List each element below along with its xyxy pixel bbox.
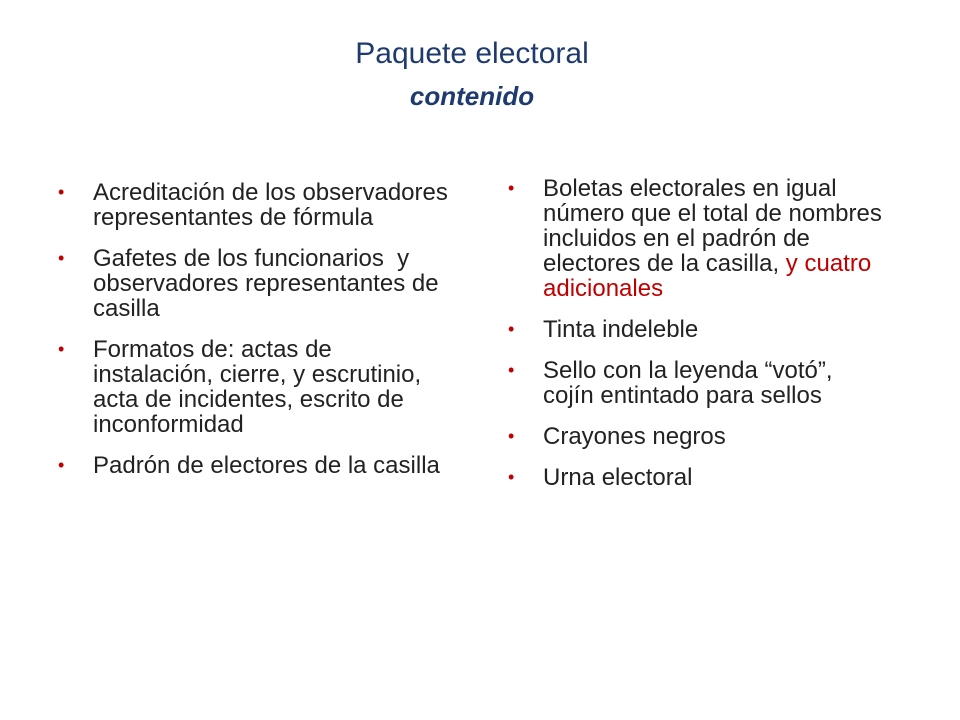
bullet-icon: • xyxy=(58,455,65,475)
bullet-icon: • xyxy=(508,426,515,446)
list-item-formatos xyxy=(58,337,448,437)
list-item-urna xyxy=(508,465,888,490)
list-item-text: Boletas electorales en igual número que el total de nombres incluidos en el padrón de electores de la casilla, xyxy=(543,175,882,277)
slide-subtitle: contenido xyxy=(409,81,535,111)
list-item-text: Urna electoral xyxy=(543,464,693,491)
bullet-icon: • xyxy=(508,319,515,339)
list-item-text: Crayones negros xyxy=(543,423,726,450)
list-item-sello xyxy=(508,358,888,408)
slide-title: Paquete electoral xyxy=(355,37,589,70)
bullet-icon: • xyxy=(58,248,65,268)
left-bullet-list xyxy=(58,180,448,494)
bullet-icon: • xyxy=(508,467,515,487)
list-item-text: Tinta indeleble xyxy=(543,316,699,343)
list-item-tinta xyxy=(508,317,888,342)
bullet-icon: • xyxy=(508,178,515,198)
list-item-text: Formatos de: actas de instalación, cierre, y escrutinio, acta de incidentes, escrito de inconformidad xyxy=(93,336,422,438)
bullet-icon: • xyxy=(508,360,515,380)
list-item-accent-text: y cuatro adicionales xyxy=(543,250,872,302)
bullet-icon: • xyxy=(58,182,65,202)
list-item-gafetes xyxy=(58,246,448,321)
list-item-text: Sello con la leyenda “votó”, cojín entintado para sellos xyxy=(543,357,833,409)
list-item-boletas xyxy=(508,176,888,301)
list-item-text: Padrón de electores de la casilla xyxy=(93,452,440,479)
list-item-padron xyxy=(58,453,448,478)
list-item-crayones xyxy=(508,424,888,449)
list-item-acreditacion xyxy=(58,180,448,230)
right-bullet-list xyxy=(508,176,888,506)
list-item-text: Acreditación de los observadores representantes de fórmula xyxy=(93,179,448,231)
bullet-icon: • xyxy=(58,339,65,359)
list-item-text: Gafetes de los funcionarios y observadores representantes de casilla xyxy=(93,245,446,322)
